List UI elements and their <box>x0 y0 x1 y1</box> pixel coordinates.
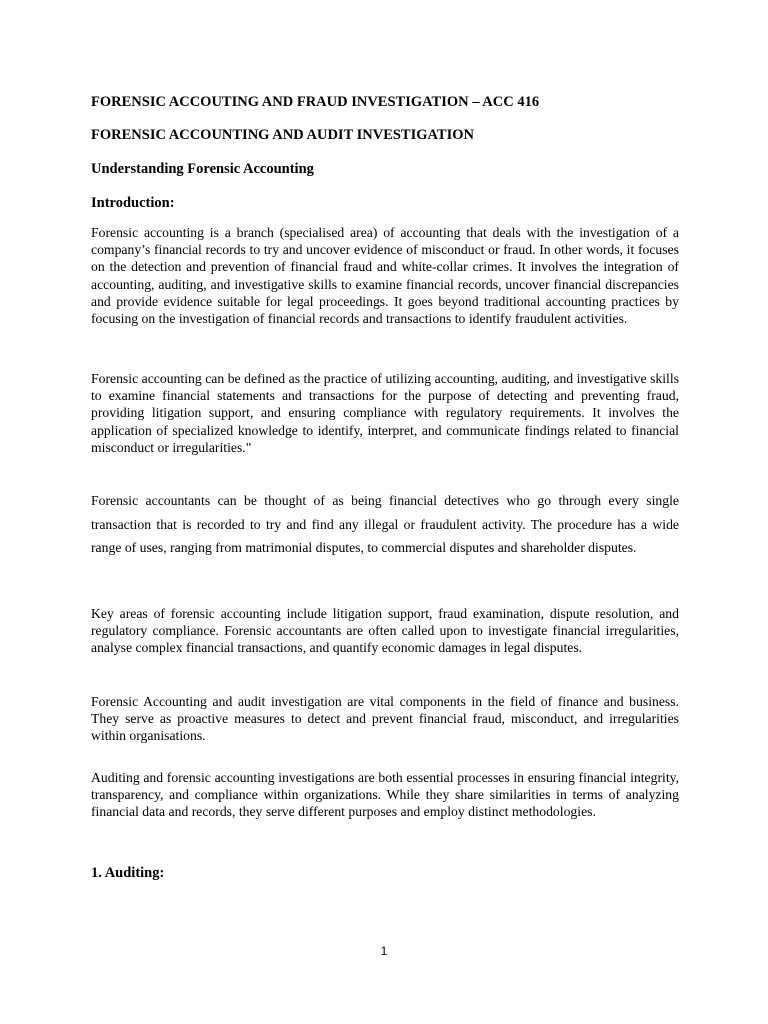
page-number: 1 <box>380 944 388 958</box>
paragraph-definition: Forensic accounting is a branch (specialised area) of accounting that deals with the investigation of a company’s financial records to try and uncover evidence of misconduct or fraud. In other words, it focuses on the detection and prevention of financial fraud and white-collar crimes. It involves the integration of accounting, auditing, and investigative skills to examine financial records, uncover financial discrepancies and provide evidence suitable for legal proceedings. It goes beyond traditional accounting practices by focusing on the investigation of financial records and transactions to identify fraudulent activities. <box>91 225 679 327</box>
paragraph-detectives: Forensic accountants can be thought of as being financial detectives who go through every single transaction that is recorded to try and find any illegal or fraudulent activity. The procedure has a wide range of uses, ranging from matrimonial disputes, to commercial disputes and shareholder disputes. <box>91 493 679 555</box>
section-title: FORENSIC ACCOUNTING AND AUDIT INVESTIGATION <box>91 127 474 143</box>
introduction-heading: Introduction: <box>91 195 175 211</box>
paragraph-practice: Forensic accounting can be defined as the practice of utilizing accounting, auditing, and investigative skills to examine financial statements and transactions for the purpose of detecting and preventing fraud, providing litigation support, and ensuring compliance with regulatory requirements. It involves the application of specialized knowledge to identify, interpret, and communicate findings related to financial misconduct or irregularities." <box>91 371 679 455</box>
auditing-heading: 1. Auditing: <box>91 865 165 881</box>
paragraph-key-areas: Key areas of forensic accounting include litigation support, fraud examination, dispute resolution, and regulatory compliance. Forensic accountants are often called upon to investigate financial irregularities, analyse complex financial transactions, and quantify economic damages in legal disputes. <box>91 606 679 656</box>
subsection-title: Understanding Forensic Accounting <box>91 161 314 177</box>
paragraph-auditing-vs-forensic: Auditing and forensic accounting investigations are both essential processes in ensuring financial integrity, transparency, and compliance within organizations. While they share similarities in terms of analyzing financial data and records, they serve different purposes and employ distinct methodologies. <box>91 770 679 820</box>
paragraph-vital-components: Forensic Accounting and audit investigation are vital components in the field of finance and business. They serve as proactive measures to detect and prevent financial fraud, misconduct, and irregularities within organisations. <box>91 694 679 744</box>
course-title: FORENSIC ACCOUTING AND FRAUD INVESTIGATION – ACC 416 <box>91 94 540 110</box>
